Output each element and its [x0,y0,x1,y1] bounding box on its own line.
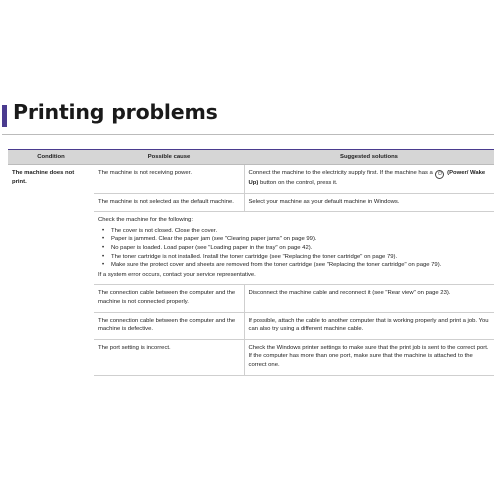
power-button-label: (Power/ Wake Up) [248,170,486,186]
title-divider [2,134,494,135]
solution-cell: Disconnect the machine cable and reconnect it (see "Rear view" on page 23). [244,285,494,312]
cause-cell: The connection cable between the computer and the machine is defective. [94,312,244,339]
solution-cell: Select your machine as your default machine in Windows. [244,193,494,212]
checklist-outro: If a system error occurs, contact your service representative. [98,271,256,278]
page-title: Printing problems [13,100,218,124]
checklist-cell [94,212,494,285]
checklist [98,227,490,270]
list-item: • The cover is not closed. Close the cover. [106,227,490,236]
header-solution: Suggested solutions [244,150,494,165]
solution-cell: Check the Windows printer settings to make sure that the print job is sent to the correct port. If the computer has more than one port, make sure that the machine is attached to the correct one. [244,339,494,375]
header-cause: Possible cause [94,150,244,165]
solution-cell: If possible, attach the cable to another computer that is working properly and print a job. You can also try using a different machine cable. [244,312,494,339]
solution-text: Connect the machine to the electricity supply first. If the machine has a [248,170,433,176]
troubleshooting-table [8,149,494,376]
solution-cell [244,165,494,194]
list-item: • Paper is jammed. Clear the paper jam (see "Clearing paper jams" on page 99). [106,235,490,244]
table-row [8,165,494,194]
cause-cell: The connection cable between the computer and the machine is not connected properly. [94,285,244,312]
title-accent-bar [2,105,7,127]
solution-text: button on the control, press it. [259,180,338,186]
cause-cell: The machine is not selected as the default machine. [94,193,244,212]
list-item: • The toner cartridge is not installed. Install the toner cartridge (see "Replacing the toner cartridge" on page 79). [106,253,490,262]
condition-cell: The machine does not print. [12,170,75,185]
checklist-intro: Check the machine for the following: [98,217,193,224]
list-item: • Make sure the protect cover and sheets are removed from the toner cartridge (see "Replacing the toner cartridge" on page 79). [106,261,490,270]
power-icon: ⏻ [435,170,444,179]
cause-cell: The machine is not receiving power. [94,165,244,194]
table-header-row [8,150,494,165]
cause-cell: The port setting is incorrect. [94,339,244,375]
list-item: • No paper is loaded. Load paper (see "Loading paper in the tray" on page 42). [106,244,490,253]
header-condition: Condition [8,150,94,165]
